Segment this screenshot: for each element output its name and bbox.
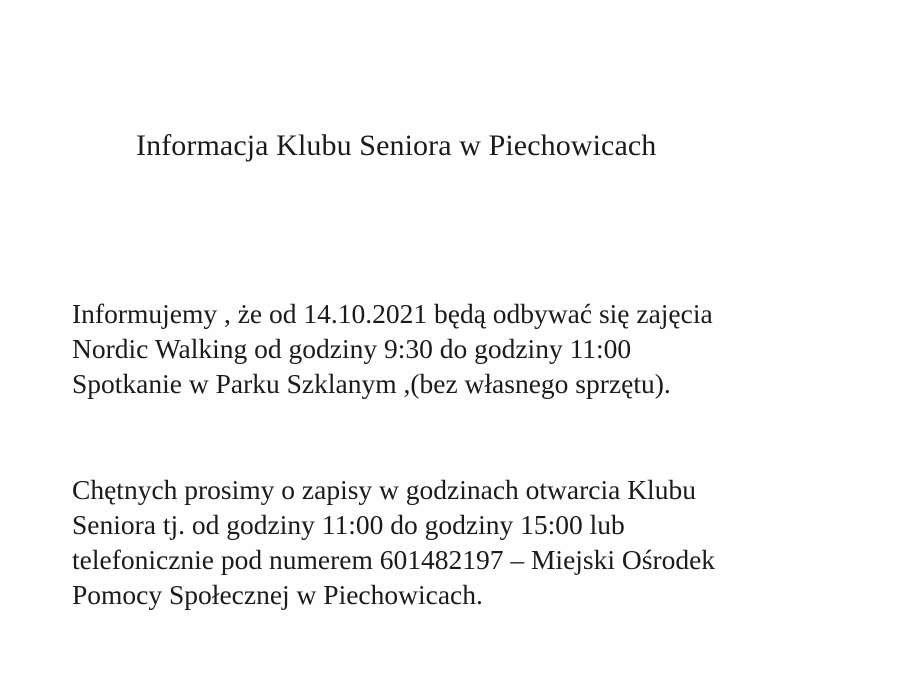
paragraph-line: Informujemy , że od 14.10.2021 będą odbywać się zajęcia [72,298,713,329]
paragraph-line: Spotkanie w Parku Szklanym ,(bez własnego sprzętu). [72,368,671,399]
paragraph-line: telefonicznie pod numerem 601482197 – Miejski Ośrodek [72,544,716,575]
paragraph-line: Seniora tj. od godziny 11:00 do godziny 15:00 lub [72,509,625,540]
paragraph-line: Pomocy Społecznej w Piechowicach. [72,579,483,610]
paragraph-nordic-walking [72,296,713,401]
document-title: Informacja Klubu Seniora w Piechowicach [136,129,657,162]
paragraph-registration [72,472,715,612]
paragraph-line: Chętnych prosimy o zapisy w godzinach otwarcia Klubu [72,474,696,505]
paragraph-line: Nordic Walking od godziny 9:30 do godziny 11:00 [72,333,632,364]
